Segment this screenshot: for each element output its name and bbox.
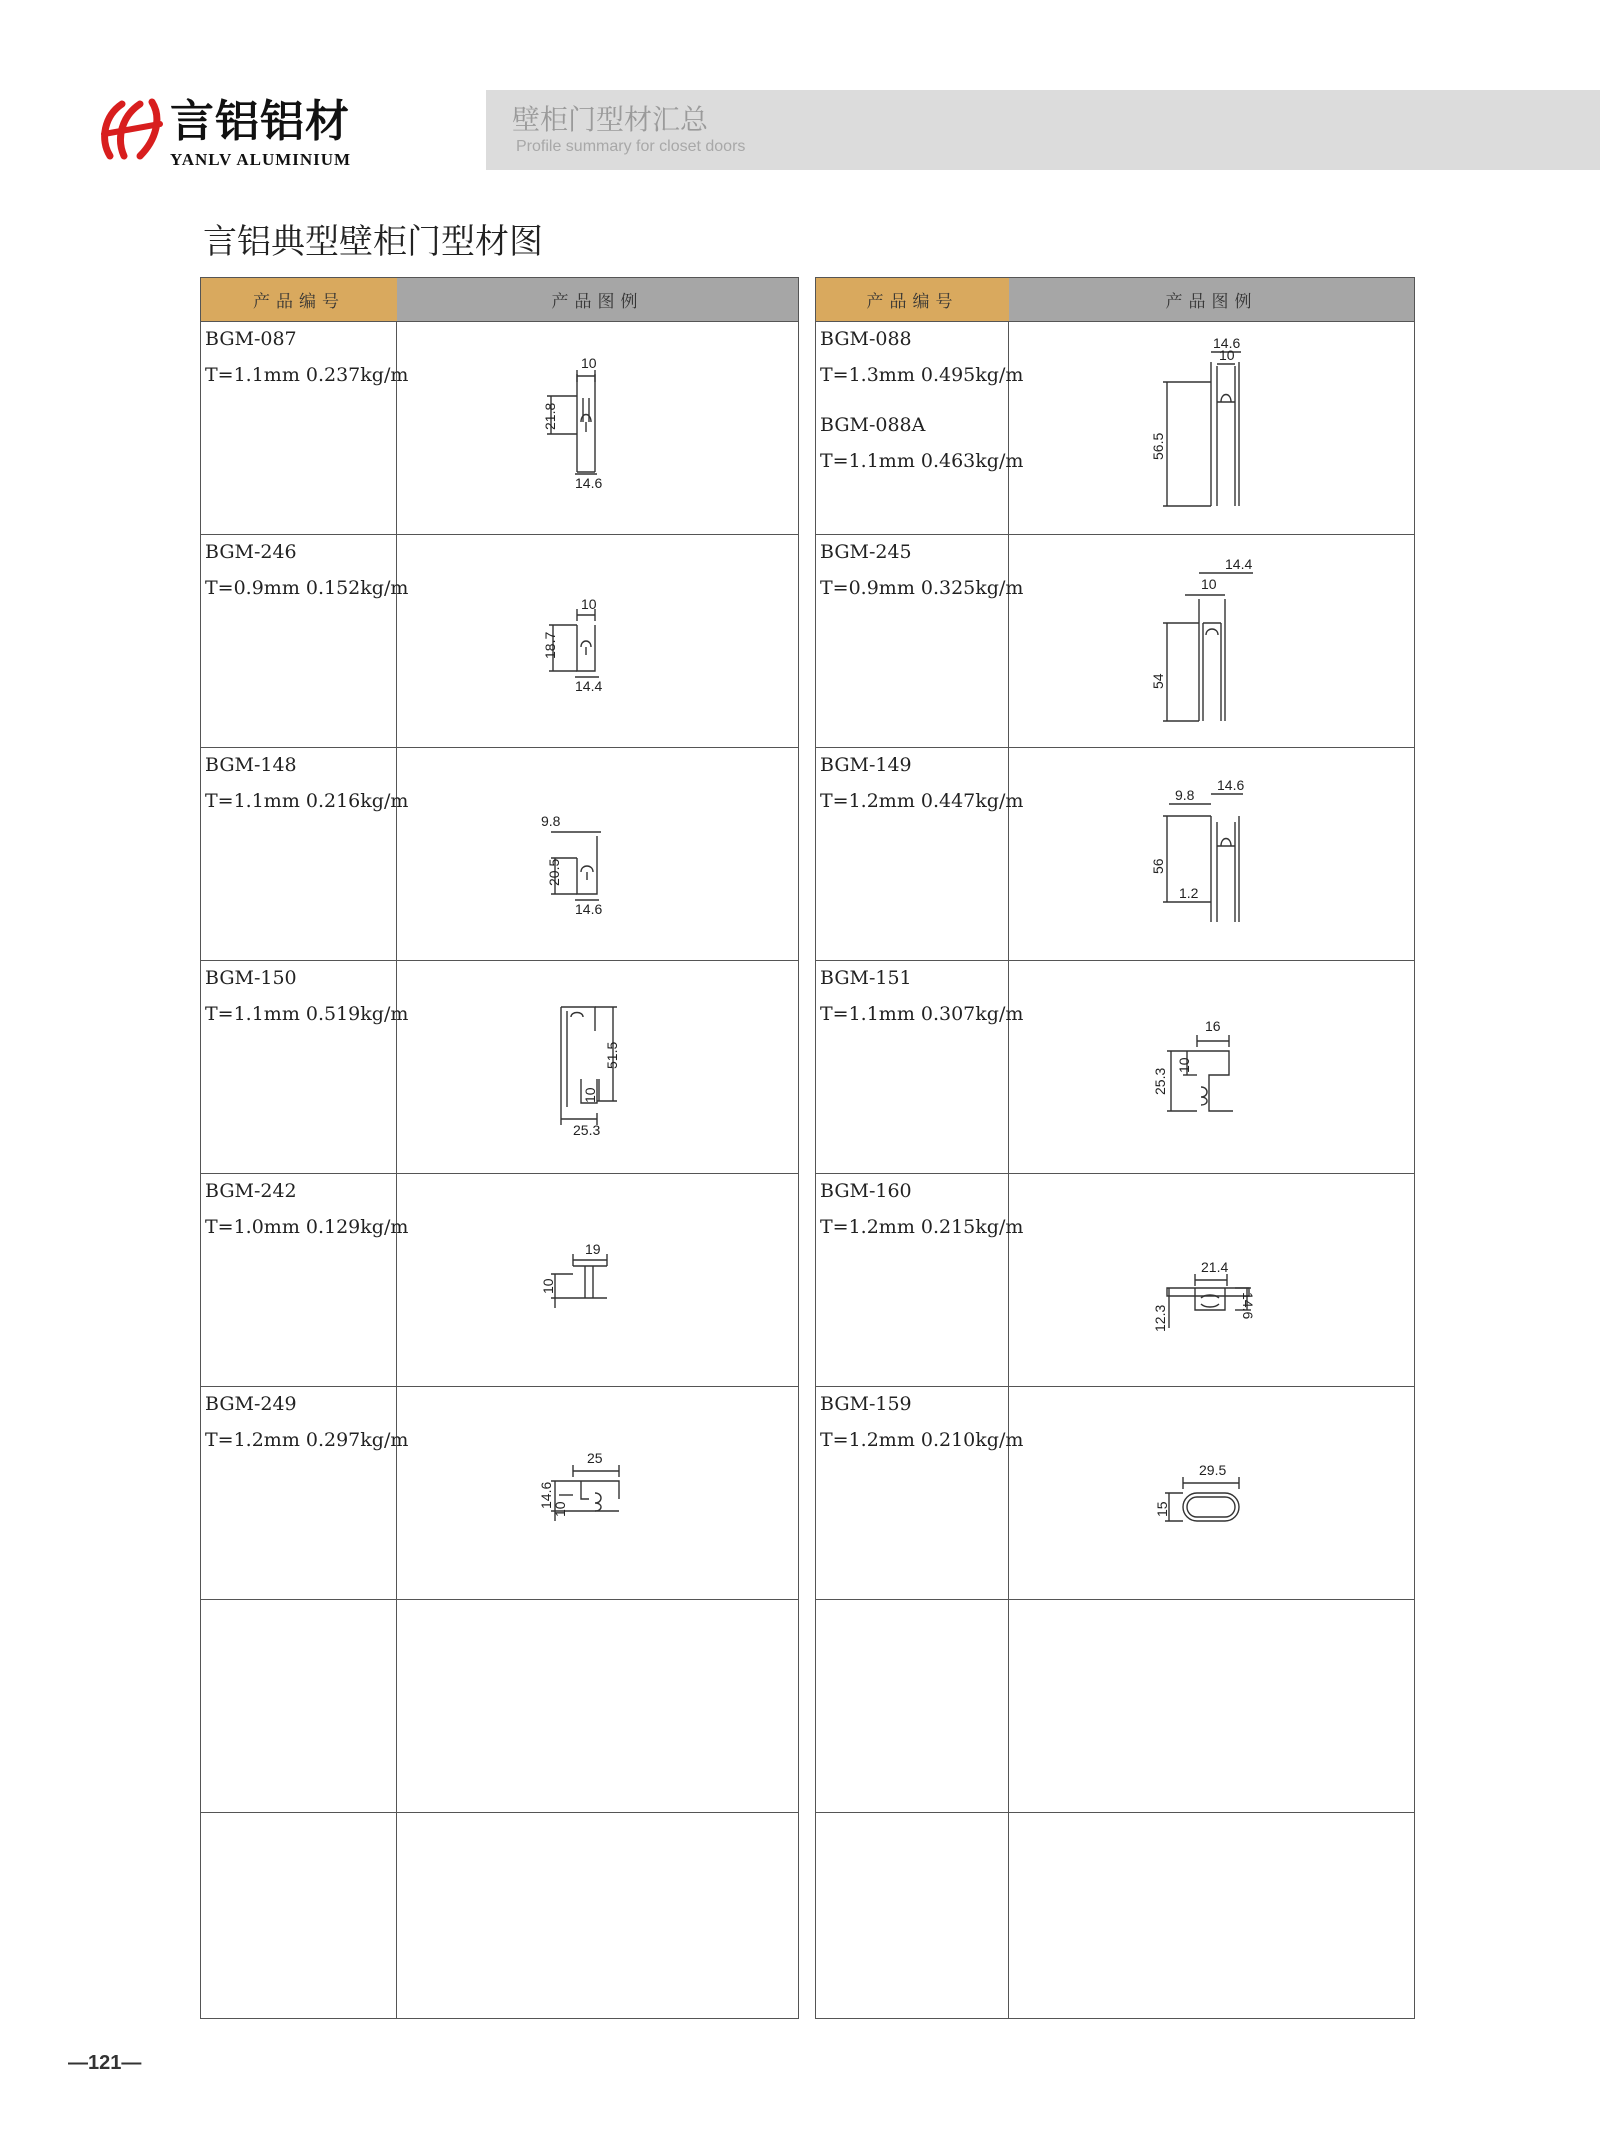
profile-drawing-icon xyxy=(1139,1437,1289,1557)
table-row xyxy=(201,1599,798,1812)
table-row xyxy=(816,1599,1414,1812)
header-product-figure: 产品图例 xyxy=(1009,278,1414,321)
product-code: BGM-160 xyxy=(820,1180,912,1202)
product-spec: T=0.9mm 0.325kg/m xyxy=(820,577,1024,599)
table-row xyxy=(816,321,1414,534)
product-spec: T=1.2mm 0.210kg/m xyxy=(820,1429,1024,1451)
table-row xyxy=(816,960,1414,1173)
section-banner xyxy=(486,90,1600,170)
dim-label: 12.3 xyxy=(1152,1304,1168,1332)
product-code-cell xyxy=(201,1813,397,2018)
table-row xyxy=(816,1173,1414,1386)
product-figure-cell xyxy=(397,535,798,747)
dim-label: 10 xyxy=(581,355,597,371)
product-code-cell xyxy=(816,1600,1009,1812)
product-spec: T=1.2mm 0.447kg/m xyxy=(820,790,1024,812)
dim-label: 56.5 xyxy=(1150,432,1166,460)
product-figure-cell xyxy=(1009,1387,1414,1599)
product-code-cell xyxy=(816,1813,1009,2018)
product-figure-cell xyxy=(1009,1600,1414,1812)
brand-name-en: YANLV ALUMINIUM xyxy=(170,150,352,169)
product-figure-cell xyxy=(397,748,798,960)
dim-label: 21.8 xyxy=(542,402,558,430)
product-figure-cell xyxy=(397,322,798,534)
dim-label: 25.3 xyxy=(573,1122,601,1138)
table-row xyxy=(201,1812,798,2018)
product-code-cell xyxy=(816,535,1024,747)
product-code-cell xyxy=(201,535,409,747)
product-figure-cell xyxy=(397,1600,798,1812)
product-code: BGM-087 xyxy=(205,328,297,350)
profile-drawing-icon xyxy=(537,355,657,491)
table-row xyxy=(816,534,1414,747)
dim-label: 16 xyxy=(1205,1018,1221,1034)
product-spec: T=1.2mm 0.297kg/m xyxy=(205,1429,409,1451)
profile-drawing-icon xyxy=(1139,1011,1279,1141)
profile-drawing-icon xyxy=(1139,335,1279,522)
banner-title-en: Profile summary for closet doors xyxy=(516,138,746,155)
profile-drawing-icon xyxy=(537,1234,657,1334)
product-code: BGM-151 xyxy=(820,967,912,989)
dim-label: 54 xyxy=(1150,673,1166,689)
product-code-cell xyxy=(201,1600,397,1812)
product-spec: T=1.1mm 0.237kg/m xyxy=(205,364,409,386)
product-spec: T=1.1mm 0.463kg/m xyxy=(820,450,1024,472)
product-figure-cell xyxy=(397,961,798,1173)
dim-label: 9.8 xyxy=(541,813,561,829)
table-row xyxy=(201,1173,798,1386)
product-code-cell xyxy=(201,322,409,534)
profile-drawing-icon xyxy=(537,1437,667,1537)
product-code: BGM-245 xyxy=(820,541,912,563)
header-product-code: 产品编号 xyxy=(201,278,397,321)
profile-drawing-icon xyxy=(1139,772,1279,952)
product-code: BGM-249 xyxy=(205,1393,297,1415)
dim-label: 9.8 xyxy=(1175,787,1195,803)
product-code-cell xyxy=(201,1174,409,1386)
product-figure-cell xyxy=(1009,1174,1414,1386)
profile-drawing-icon xyxy=(1139,556,1279,739)
product-code-cell xyxy=(816,322,1024,534)
dim-label: 15 xyxy=(1154,1501,1170,1517)
dim-label: 10 xyxy=(1176,1057,1192,1073)
dim-label: 21.4 xyxy=(1201,1259,1229,1275)
dim-label: 14.6 xyxy=(538,1481,554,1509)
product-code: BGM-159 xyxy=(820,1393,912,1415)
table-row xyxy=(816,1812,1414,2018)
dim-label: 29.5 xyxy=(1199,1462,1227,1478)
dim-label: 14.6 xyxy=(1213,335,1241,351)
product-figure-cell xyxy=(1009,535,1414,747)
brand-logo xyxy=(96,94,396,174)
profile-drawing-icon xyxy=(1139,1224,1289,1354)
table-row xyxy=(201,321,798,534)
profile-table-right xyxy=(815,277,1415,2019)
dim-label: 1.2 xyxy=(1179,885,1199,901)
product-spec: T=1.0mm 0.129kg/m xyxy=(205,1216,409,1238)
profile-drawing-icon xyxy=(537,808,657,928)
table-row xyxy=(201,1386,798,1599)
product-figure-cell xyxy=(1009,1813,1414,2018)
product-code-cell xyxy=(816,748,1024,960)
product-figure-cell xyxy=(1009,748,1414,960)
dim-label: 19 xyxy=(585,1241,601,1257)
product-figure-cell xyxy=(1009,961,1414,1173)
product-code: BGM-242 xyxy=(205,1180,297,1202)
table-row xyxy=(816,747,1414,960)
dim-label: 56 xyxy=(1150,858,1166,874)
dim-label: 14.4 xyxy=(1225,556,1253,572)
dim-label: 14.6 xyxy=(575,475,603,491)
dim-label: 10 xyxy=(552,1501,568,1517)
dim-label: 25 xyxy=(587,1450,603,1466)
dim-label: 14.4 xyxy=(575,678,603,694)
brand-logo-icon xyxy=(96,94,168,166)
product-code: BGM-088 xyxy=(820,328,912,350)
product-code-cell xyxy=(816,1387,1024,1599)
dim-label: 10 xyxy=(581,596,597,612)
product-code: BGM-246 xyxy=(205,541,297,563)
page-number: —121— xyxy=(68,2052,142,2074)
dim-label: 14.6 xyxy=(1217,777,1245,793)
page-title: 言铝典型壁柜门型材图 xyxy=(203,222,543,262)
product-code: BGM-088A xyxy=(820,414,926,436)
table-row xyxy=(201,747,798,960)
product-spec: T=1.1mm 0.519kg/m xyxy=(205,1003,409,1025)
dim-label: 51.5 xyxy=(604,1041,620,1069)
product-code-cell xyxy=(201,961,409,1173)
product-code: BGM-148 xyxy=(205,754,297,776)
dim-label: 10 xyxy=(540,1278,556,1294)
product-spec: T=1.3mm 0.495kg/m xyxy=(820,364,1024,386)
profile-table-left xyxy=(200,277,799,2019)
product-code: BGM-149 xyxy=(820,754,912,776)
product-spec: T=0.9mm 0.152kg/m xyxy=(205,577,409,599)
product-code-cell xyxy=(201,1387,409,1599)
dim-label: 10 xyxy=(1201,576,1217,592)
table-row xyxy=(201,960,798,1173)
brand-name-cn: 言铝铝材 xyxy=(170,96,350,147)
product-code-cell xyxy=(816,961,1024,1173)
table-row xyxy=(201,534,798,747)
dim-label: 20.5 xyxy=(546,858,562,886)
product-spec: T=1.2mm 0.215kg/m xyxy=(820,1216,1024,1238)
dim-label: 18.7 xyxy=(542,631,558,659)
product-figure-cell xyxy=(397,1813,798,2018)
product-code-cell xyxy=(201,748,409,960)
product-figure-cell xyxy=(397,1387,798,1599)
banner-title-cn: 壁柜门型材汇总 xyxy=(512,103,709,136)
product-figure-cell xyxy=(397,1174,798,1386)
dim-label: 14.6 xyxy=(575,901,603,917)
dim-label: 10 xyxy=(582,1087,598,1103)
product-spec: T=1.1mm 0.307kg/m xyxy=(820,1003,1024,1025)
product-code: BGM-150 xyxy=(205,967,297,989)
product-spec: T=1.1mm 0.216kg/m xyxy=(205,790,409,812)
profile-drawing-icon xyxy=(537,585,657,705)
product-code-cell xyxy=(816,1174,1024,1386)
profile-drawing-icon xyxy=(547,1001,677,1141)
header-product-code: 产品编号 xyxy=(816,278,1009,321)
table-row xyxy=(816,1386,1414,1599)
header-product-figure: 产品图例 xyxy=(397,278,798,321)
dim-label: 10 xyxy=(1219,347,1235,363)
product-figure-cell xyxy=(1009,322,1414,534)
dim-label: 25.3 xyxy=(1152,1067,1168,1095)
dim-label: 14.6 xyxy=(1240,1292,1256,1320)
